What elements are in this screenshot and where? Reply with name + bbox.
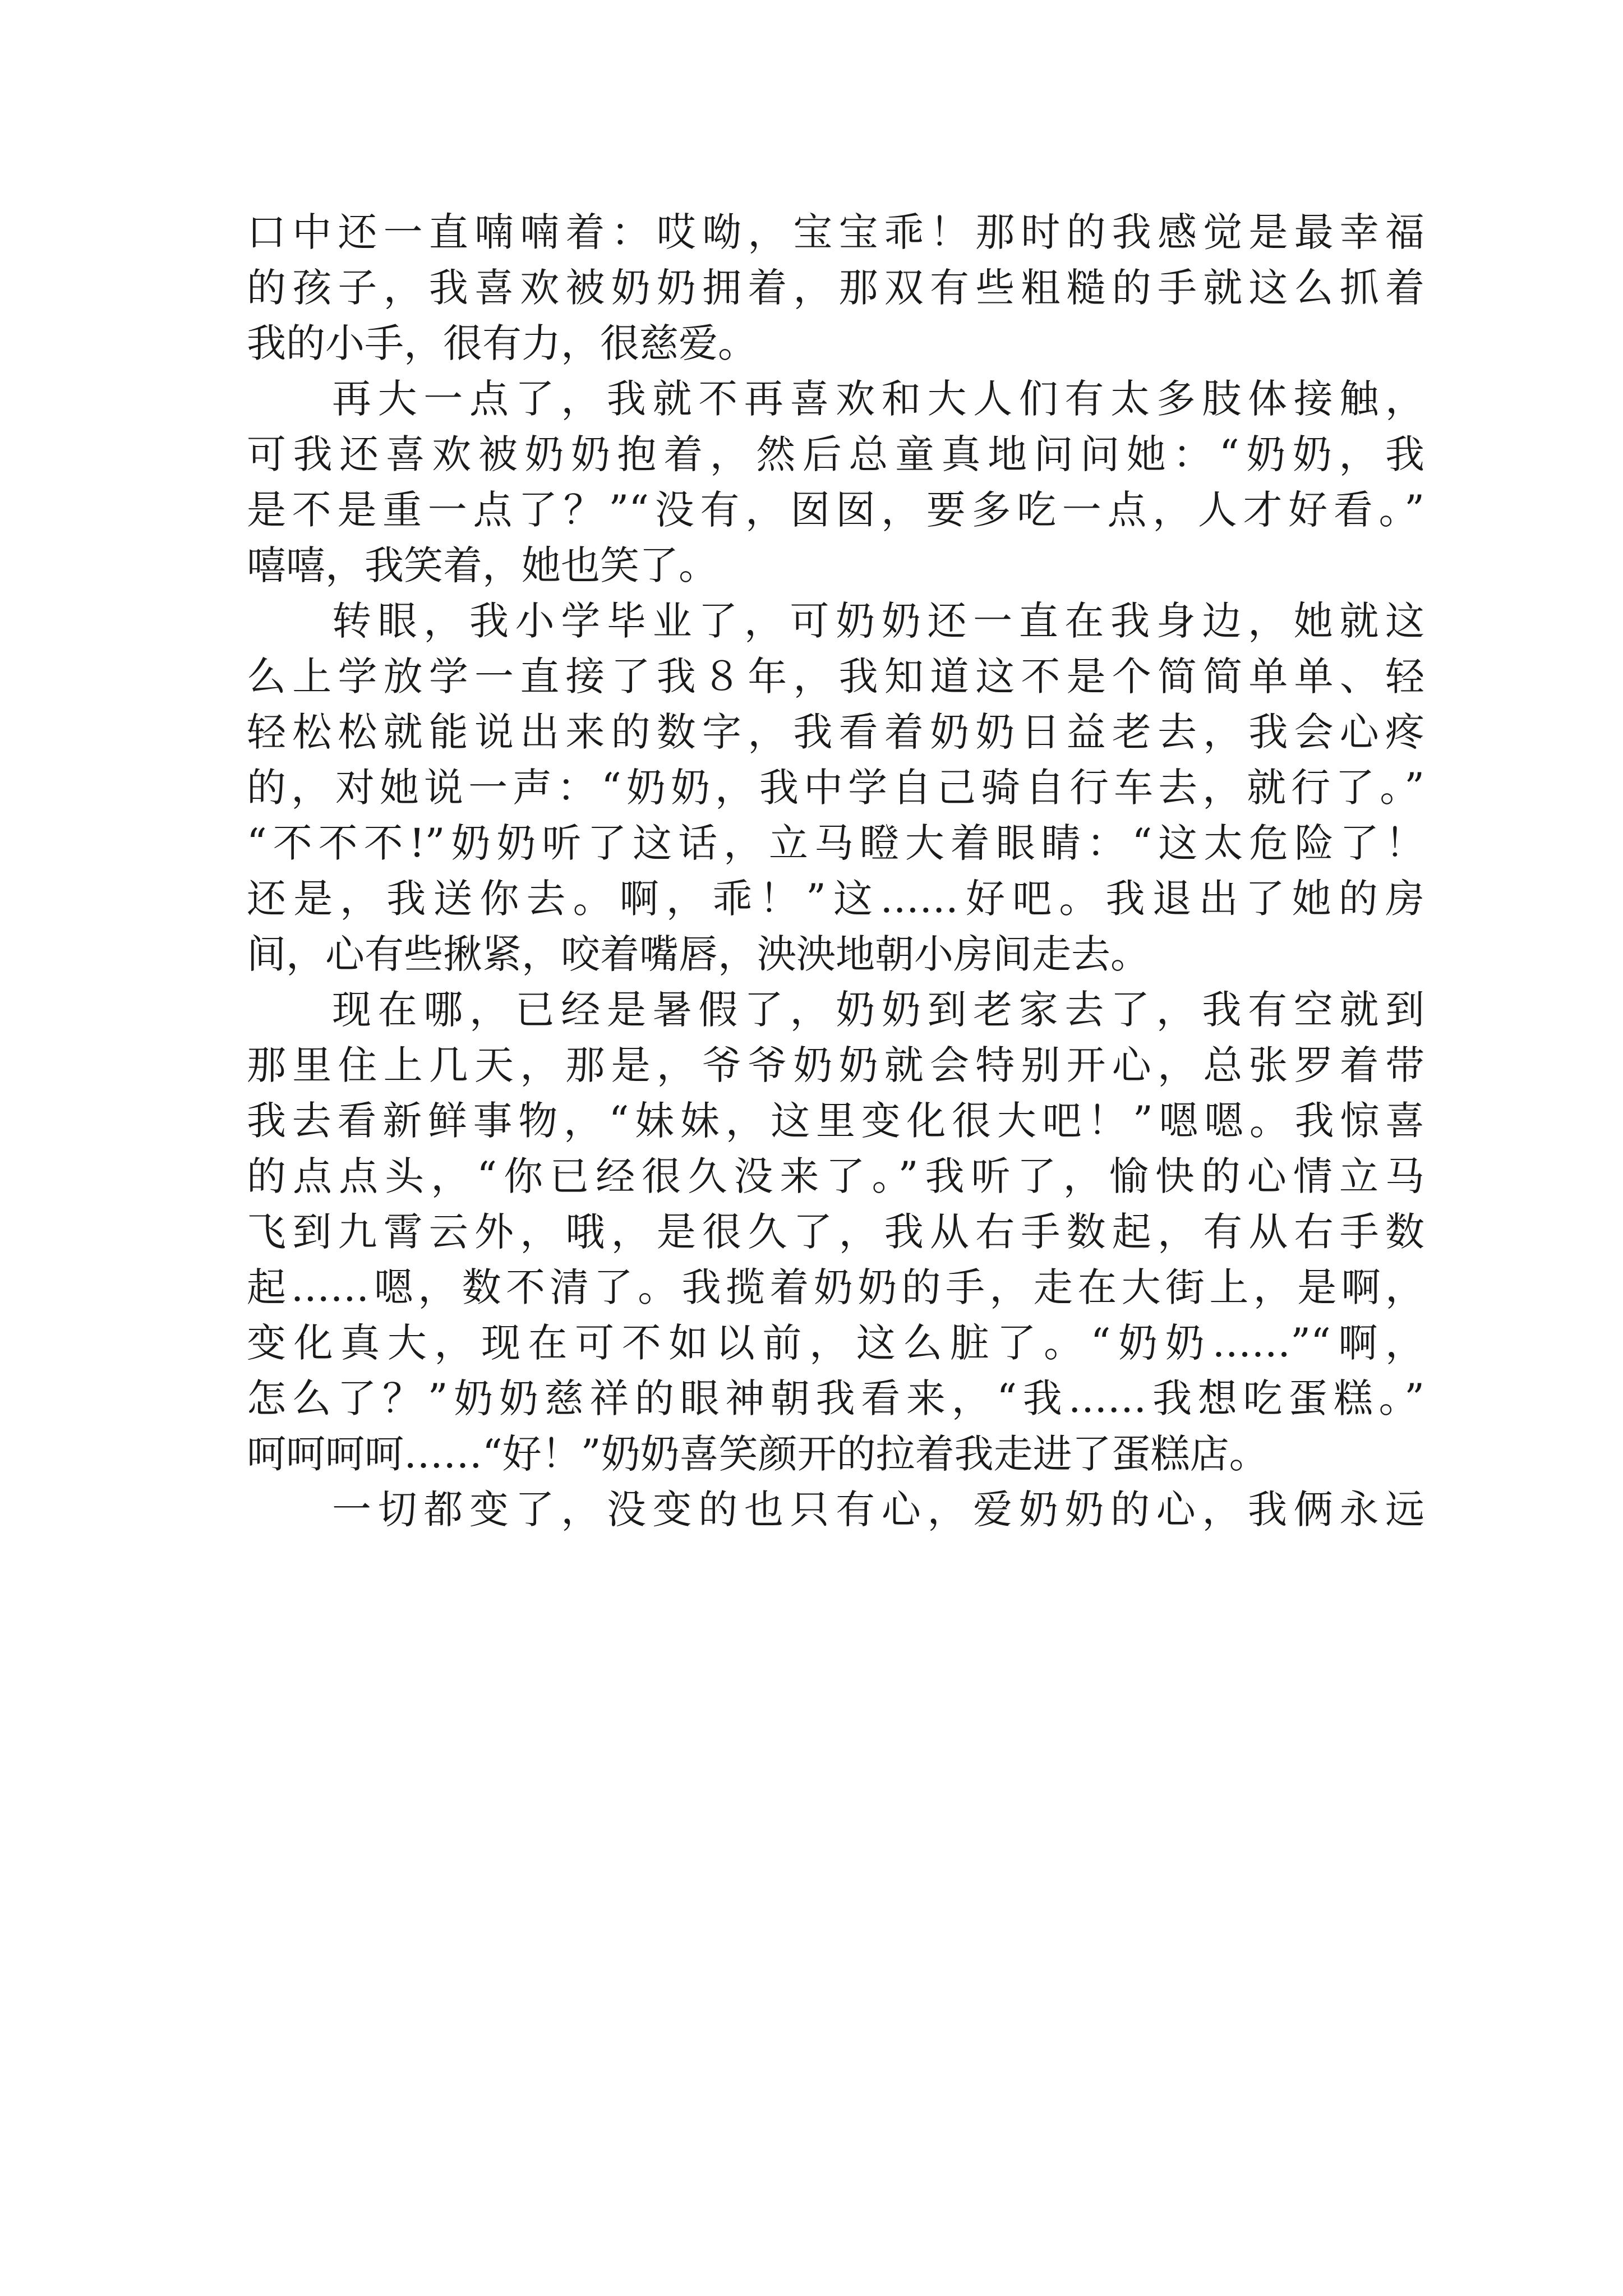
text-line: 轻松松就能说出来的数字，我看着奶奶日益老去，我会心疼: [247, 709, 1424, 755]
text-line: 么上学放学一直接了我８年，我知道这不是个简简单单、轻: [247, 654, 1424, 700]
text-line: 转眼，我小学毕业了，可奶奶还一直在我身边，她就这: [332, 598, 1424, 644]
text-line: 的，对她说一声：“奶奶，我中学自己骑自行车去，就行了。”: [247, 765, 1424, 811]
text-line: 飞到九霄云外，哦，是很久了，我从右手数起，有从右手数: [247, 1209, 1424, 1255]
text-line: 呵呵呵呵……“好！”奶奶喜笑颜开的拉着我走进了蛋糕店。: [247, 1431, 1269, 1477]
text-line: 起……嗯，数不清了。我揽着奶奶的手，走在大街上，是啊，: [247, 1264, 1424, 1310]
text-line: 的孩子，我喜欢被奶奶拥着，那双有些粗糙的手就这么抓着: [247, 265, 1424, 311]
text-line: 嘻嘻，我笑着，她也笑了。: [247, 542, 718, 588]
text-line: 我的小手，很有力，很慈爱。: [247, 320, 757, 366]
text-line: 是不是重一点了？”“没有，囡囡，要多吃一点，人才好看。”: [247, 487, 1424, 533]
text-line: 变化真大，现在可不如以前，这么脏了。“奶奶……”“啊，: [247, 1320, 1424, 1366]
text-line: 一切都变了，没变的也只有心，爱奶奶的心，我俩永远: [332, 1487, 1424, 1533]
text-line: 还是，我送你去。啊，乖！”这……好吧。我退出了她的房: [247, 876, 1424, 922]
text-line: 再大一点了，我就不再喜欢和大人们有太多肢体接触，: [332, 376, 1424, 422]
text-line: 现在哪，已经是暑假了，奶奶到老家去了，我有空就到: [332, 987, 1424, 1033]
text-line: 口中还一直喃喃着：哎呦，宝宝乖！那时的我感觉是最幸福: [247, 209, 1424, 255]
text-line: 可我还喜欢被奶奶抱着，然后总童真地问问她：“奶奶，我: [247, 431, 1424, 477]
text-line: 我去看新鲜事物，“妹妹，这里变化很大吧！”嗯嗯。我惊喜: [247, 1098, 1424, 1144]
text-line: “不不不!”奶奶听了这话，立马瞪大着眼睛：“这太危险了！: [247, 820, 1424, 866]
text-line: 间，心有些揪紧，咬着嘴唇，泱泱地朝小房间走去。: [247, 931, 1150, 977]
text-line: 的点点头，“你已经很久没来了。”我听了，愉快的心情立马: [247, 1153, 1424, 1199]
text-line: 怎么了？”奶奶慈祥的眼神朝我看来，“我……我想吃蛋糕。”: [247, 1375, 1424, 1421]
document-body: [247, 205, 1424, 1538]
text-line: 那里住上几天，那是，爷爷奶奶就会特别开心，总张罗着带: [247, 1042, 1424, 1088]
